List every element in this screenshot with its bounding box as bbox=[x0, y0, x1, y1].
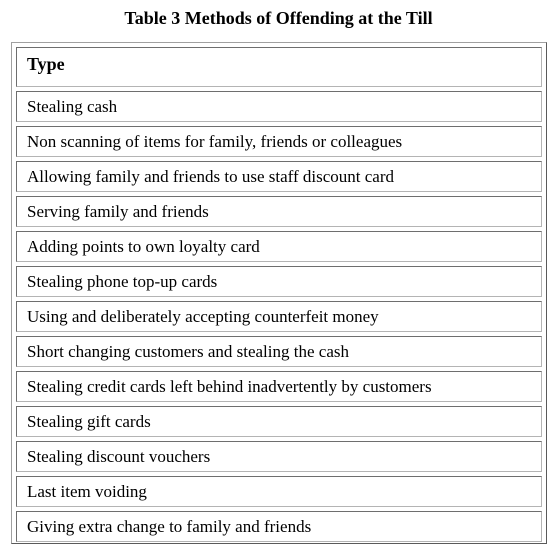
table-cell: Last item voiding bbox=[16, 476, 542, 507]
table-row bbox=[16, 441, 542, 472]
table-row bbox=[16, 511, 542, 542]
table-cell: Stealing cash bbox=[16, 91, 542, 122]
table-cell: Adding points to own loyalty card bbox=[16, 231, 542, 262]
table-cell: Stealing gift cards bbox=[16, 406, 542, 437]
table-row bbox=[16, 126, 542, 157]
table-cell: Non scanning of items for family, friends or colleagues bbox=[16, 126, 542, 157]
table-cell: Stealing phone top-up cards bbox=[16, 266, 542, 297]
table-cell: Stealing credit cards left behind inadvertently by customers bbox=[16, 371, 542, 402]
table-row bbox=[16, 266, 542, 297]
table-row bbox=[16, 476, 542, 507]
methods-table-frame bbox=[11, 42, 547, 544]
table-row bbox=[16, 196, 542, 227]
table-header-row bbox=[16, 47, 542, 87]
table-cell: Using and deliberately accepting counterfeit money bbox=[16, 301, 542, 332]
table-row bbox=[16, 301, 542, 332]
table-cell: Serving family and friends bbox=[16, 196, 542, 227]
table-cell: Giving extra change to family and friends bbox=[16, 511, 542, 542]
table-cell: Stealing discount vouchers bbox=[16, 441, 542, 472]
table-row bbox=[16, 161, 542, 192]
table-cell: Short changing customers and stealing the cash bbox=[16, 336, 542, 367]
table-row bbox=[16, 371, 542, 402]
table-caption: Table 3 Methods of Offending at the Till bbox=[124, 8, 433, 28]
column-header-type: Type bbox=[16, 47, 542, 87]
table-cell: Allowing family and friends to use staff discount card bbox=[16, 161, 542, 192]
table-row bbox=[16, 406, 542, 437]
table-row bbox=[16, 91, 542, 122]
table-row bbox=[16, 336, 542, 367]
methods-table bbox=[16, 43, 542, 546]
table-row bbox=[16, 231, 542, 262]
